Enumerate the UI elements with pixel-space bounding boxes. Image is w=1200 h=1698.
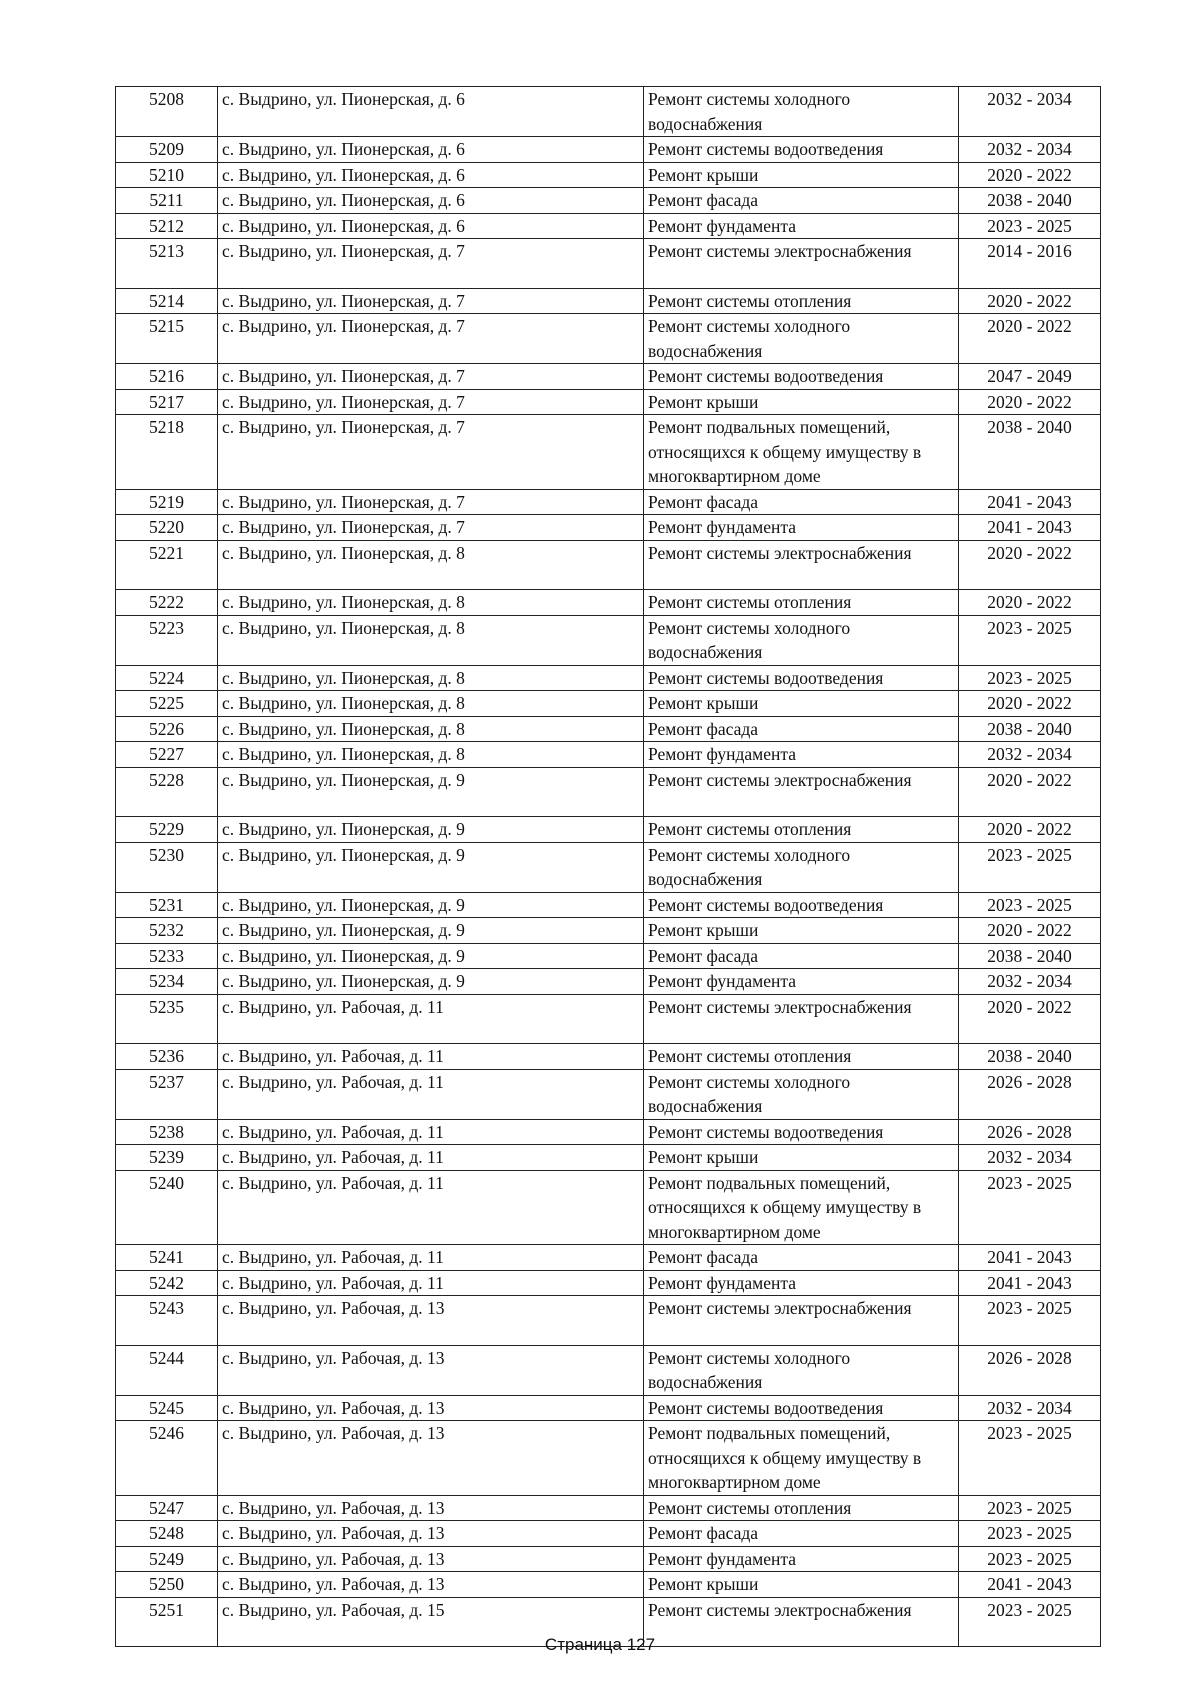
period-cell: 2023 - 2025	[959, 1170, 1101, 1245]
table-row	[116, 1119, 1101, 1145]
row-number-cell: 5242	[116, 1270, 218, 1296]
table-row	[116, 239, 1101, 289]
row-number-cell: 5236	[116, 1044, 218, 1070]
address-cell: с. Выдрино, ул. Рабочая, д. 11	[218, 1145, 644, 1171]
table-row	[116, 515, 1101, 541]
work-type-cell: Ремонт фундамента	[644, 515, 959, 541]
work-type-cell: Ремонт системы отопления	[644, 1044, 959, 1070]
period-cell: 2020 - 2022	[959, 590, 1101, 616]
row-number-cell: 5220	[116, 515, 218, 541]
row-number-cell: 5239	[116, 1145, 218, 1171]
row-number-cell: 5246	[116, 1421, 218, 1496]
row-number-cell: 5247	[116, 1495, 218, 1521]
row-number-cell: 5249	[116, 1546, 218, 1572]
address-cell: с. Выдрино, ул. Рабочая, д. 11	[218, 1170, 644, 1245]
table-row	[116, 767, 1101, 817]
period-cell: 2020 - 2022	[959, 994, 1101, 1044]
row-number-cell: 5238	[116, 1119, 218, 1145]
work-type-cell: Ремонт подвальных помещений, относящихся к общему имуществу в многоквартирном доме	[644, 1421, 959, 1496]
work-type-cell: Ремонт крыши	[644, 162, 959, 188]
address-cell: с. Выдрино, ул. Рабочая, д. 13	[218, 1495, 644, 1521]
address-cell: с. Выдрино, ул. Рабочая, д. 13	[218, 1296, 644, 1346]
period-cell: 2023 - 2025	[959, 1296, 1101, 1346]
period-cell: 2020 - 2022	[959, 767, 1101, 817]
row-number-cell: 5215	[116, 314, 218, 364]
table-row	[116, 1546, 1101, 1572]
period-cell: 2032 - 2034	[959, 1395, 1101, 1421]
period-cell: 2014 - 2016	[959, 239, 1101, 289]
table-row	[116, 842, 1101, 892]
work-type-cell: Ремонт системы водоотведения	[644, 1395, 959, 1421]
table-row	[116, 1495, 1101, 1521]
address-cell: с. Выдрино, ул. Пионерская, д. 7	[218, 415, 644, 490]
work-type-cell: Ремонт фундамента	[644, 1270, 959, 1296]
row-number-cell: 5209	[116, 137, 218, 163]
repair-schedule-table	[115, 86, 1101, 1647]
table-row	[116, 137, 1101, 163]
table-row	[116, 892, 1101, 918]
period-cell: 2026 - 2028	[959, 1119, 1101, 1145]
work-type-cell: Ремонт системы холодного водоснабжения	[644, 87, 959, 137]
work-type-cell: Ремонт системы отопления	[644, 288, 959, 314]
address-cell: с. Выдрино, ул. Пионерская, д. 7	[218, 314, 644, 364]
address-cell: с. Выдрино, ул. Рабочая, д. 15	[218, 1597, 644, 1647]
row-number-cell: 5214	[116, 288, 218, 314]
period-cell: 2038 - 2040	[959, 716, 1101, 742]
work-type-cell: Ремонт системы отопления	[644, 1495, 959, 1521]
work-type-cell: Ремонт крыши	[644, 1145, 959, 1171]
address-cell: с. Выдрино, ул. Рабочая, д. 11	[218, 1069, 644, 1119]
work-type-cell: Ремонт фундамента	[644, 742, 959, 768]
work-type-cell: Ремонт системы холодного водоснабжения	[644, 1069, 959, 1119]
table-row	[116, 288, 1101, 314]
period-cell: 2020 - 2022	[959, 162, 1101, 188]
address-cell: с. Выдрино, ул. Пионерская, д. 6	[218, 137, 644, 163]
table-row	[116, 87, 1101, 137]
period-cell: 2041 - 2043	[959, 1270, 1101, 1296]
period-cell: 2020 - 2022	[959, 691, 1101, 717]
work-type-cell: Ремонт системы водоотведения	[644, 892, 959, 918]
row-number-cell: 5248	[116, 1521, 218, 1547]
work-type-cell: Ремонт фасада	[644, 489, 959, 515]
table-row	[116, 1069, 1101, 1119]
work-type-cell: Ремонт крыши	[644, 918, 959, 944]
table-row	[116, 1395, 1101, 1421]
table-row	[116, 213, 1101, 239]
period-cell: 2032 - 2034	[959, 969, 1101, 995]
work-type-cell: Ремонт системы электроснабжения	[644, 767, 959, 817]
address-cell: с. Выдрино, ул. Рабочая, д. 11	[218, 994, 644, 1044]
address-cell: с. Выдрино, ул. Пионерская, д. 8	[218, 590, 644, 616]
work-type-cell: Ремонт фундамента	[644, 969, 959, 995]
row-number-cell: 5251	[116, 1597, 218, 1647]
work-type-cell: Ремонт системы холодного водоснабжения	[644, 314, 959, 364]
period-cell: 2026 - 2028	[959, 1345, 1101, 1395]
address-cell: с. Выдрино, ул. Рабочая, д. 11	[218, 1270, 644, 1296]
table-row	[116, 817, 1101, 843]
table-row	[116, 1296, 1101, 1346]
address-cell: с. Выдрино, ул. Пионерская, д. 7	[218, 515, 644, 541]
row-number-cell: 5223	[116, 615, 218, 665]
period-cell: 2038 - 2040	[959, 1044, 1101, 1070]
row-number-cell: 5210	[116, 162, 218, 188]
work-type-cell: Ремонт системы отопления	[644, 817, 959, 843]
table-body	[116, 87, 1101, 1647]
table-row	[116, 994, 1101, 1044]
table-row	[116, 1044, 1101, 1070]
table-row	[116, 1145, 1101, 1171]
table-row	[116, 615, 1101, 665]
address-cell: с. Выдрино, ул. Пионерская, д. 6	[218, 162, 644, 188]
row-number-cell: 5244	[116, 1345, 218, 1395]
period-cell: 2023 - 2025	[959, 665, 1101, 691]
address-cell: с. Выдрино, ул. Пионерская, д. 6	[218, 188, 644, 214]
address-cell: с. Выдрино, ул. Рабочая, д. 13	[218, 1546, 644, 1572]
period-cell: 2041 - 2043	[959, 515, 1101, 541]
address-cell: с. Выдрино, ул. Пионерская, д. 8	[218, 716, 644, 742]
row-number-cell: 5228	[116, 767, 218, 817]
period-cell: 2041 - 2043	[959, 1572, 1101, 1598]
work-type-cell: Ремонт системы отопления	[644, 590, 959, 616]
table-row	[116, 716, 1101, 742]
address-cell: с. Выдрино, ул. Пионерская, д. 6	[218, 213, 644, 239]
table-row	[116, 590, 1101, 616]
table-row	[116, 742, 1101, 768]
table-row	[116, 1345, 1101, 1395]
period-cell: 2032 - 2034	[959, 742, 1101, 768]
address-cell: с. Выдрино, ул. Рабочая, д. 13	[218, 1521, 644, 1547]
row-number-cell: 5211	[116, 188, 218, 214]
work-type-cell: Ремонт системы электроснабжения	[644, 994, 959, 1044]
row-number-cell: 5235	[116, 994, 218, 1044]
work-type-cell: Ремонт подвальных помещений, относящихся к общему имуществу в многоквартирном доме	[644, 1170, 959, 1245]
period-cell: 2038 - 2040	[959, 188, 1101, 214]
row-number-cell: 5221	[116, 540, 218, 590]
address-cell: с. Выдрино, ул. Пионерская, д. 9	[218, 943, 644, 969]
address-cell: с. Выдрино, ул. Пионерская, д. 9	[218, 842, 644, 892]
address-cell: с. Выдрино, ул. Рабочая, д. 13	[218, 1421, 644, 1496]
address-cell: с. Выдрино, ул. Рабочая, д. 11	[218, 1245, 644, 1271]
period-cell: 2023 - 2025	[959, 1546, 1101, 1572]
address-cell: с. Выдрино, ул. Пионерская, д. 9	[218, 817, 644, 843]
table-row	[116, 389, 1101, 415]
work-type-cell: Ремонт системы холодного водоснабжения	[644, 842, 959, 892]
table-row	[116, 1270, 1101, 1296]
table-row	[116, 691, 1101, 717]
work-type-cell: Ремонт фундамента	[644, 213, 959, 239]
table-row	[116, 1421, 1101, 1496]
work-type-cell: Ремонт системы электроснабжения	[644, 540, 959, 590]
address-cell: с. Выдрино, ул. Пионерская, д. 7	[218, 239, 644, 289]
work-type-cell: Ремонт фасада	[644, 1245, 959, 1271]
period-cell: 2023 - 2025	[959, 615, 1101, 665]
address-cell: с. Выдрино, ул. Пионерская, д. 7	[218, 389, 644, 415]
table-row	[116, 1521, 1101, 1547]
work-type-cell: Ремонт фасада	[644, 1521, 959, 1547]
address-cell: с. Выдрино, ул. Пионерская, д. 6	[218, 87, 644, 137]
row-number-cell: 5237	[116, 1069, 218, 1119]
period-cell: 2023 - 2025	[959, 892, 1101, 918]
row-number-cell: 5225	[116, 691, 218, 717]
work-type-cell: Ремонт системы электроснабжения	[644, 1296, 959, 1346]
table-row	[116, 364, 1101, 390]
row-number-cell: 5224	[116, 665, 218, 691]
row-number-cell: 5240	[116, 1170, 218, 1245]
row-number-cell: 5212	[116, 213, 218, 239]
row-number-cell: 5229	[116, 817, 218, 843]
period-cell: 2020 - 2022	[959, 918, 1101, 944]
period-cell: 2020 - 2022	[959, 288, 1101, 314]
row-number-cell: 5208	[116, 87, 218, 137]
work-type-cell: Ремонт крыши	[644, 389, 959, 415]
address-cell: с. Выдрино, ул. Пионерская, д. 9	[218, 969, 644, 995]
work-type-cell: Ремонт системы водоотведения	[644, 137, 959, 163]
row-number-cell: 5243	[116, 1296, 218, 1346]
table-row	[116, 188, 1101, 214]
period-cell: 2032 - 2034	[959, 1145, 1101, 1171]
work-type-cell: Ремонт фундамента	[644, 1546, 959, 1572]
table-row	[116, 489, 1101, 515]
row-number-cell: 5216	[116, 364, 218, 390]
work-type-cell: Ремонт системы холодного водоснабжения	[644, 615, 959, 665]
period-cell: 2047 - 2049	[959, 364, 1101, 390]
address-cell: с. Выдрино, ул. Рабочая, д. 13	[218, 1395, 644, 1421]
address-cell: с. Выдрино, ул. Пионерская, д. 9	[218, 767, 644, 817]
period-cell: 2023 - 2025	[959, 213, 1101, 239]
work-type-cell: Ремонт фасада	[644, 716, 959, 742]
address-cell: с. Выдрино, ул. Пионерская, д. 8	[218, 540, 644, 590]
table-row	[116, 1245, 1101, 1271]
period-cell: 2023 - 2025	[959, 842, 1101, 892]
address-cell: с. Выдрино, ул. Пионерская, д. 7	[218, 288, 644, 314]
table-row	[116, 943, 1101, 969]
period-cell: 2023 - 2025	[959, 1421, 1101, 1496]
period-cell: 2023 - 2025	[959, 1495, 1101, 1521]
work-type-cell: Ремонт подвальных помещений, относящихся к общему имуществу в многоквартирном доме	[644, 415, 959, 490]
row-number-cell: 5233	[116, 943, 218, 969]
work-type-cell: Ремонт крыши	[644, 691, 959, 717]
table-row	[116, 1170, 1101, 1245]
row-number-cell: 5217	[116, 389, 218, 415]
row-number-cell: 5230	[116, 842, 218, 892]
period-cell: 2023 - 2025	[959, 1521, 1101, 1547]
address-cell: с. Выдрино, ул. Рабочая, д. 13	[218, 1572, 644, 1598]
address-cell: с. Выдрино, ул. Пионерская, д. 7	[218, 364, 644, 390]
row-number-cell: 5222	[116, 590, 218, 616]
work-type-cell: Ремонт фасада	[644, 943, 959, 969]
address-cell: с. Выдрино, ул. Пионерская, д. 7	[218, 489, 644, 515]
table-row	[116, 665, 1101, 691]
table-row	[116, 1572, 1101, 1598]
row-number-cell: 5218	[116, 415, 218, 490]
row-number-cell: 5232	[116, 918, 218, 944]
work-type-cell: Ремонт системы электроснабжения	[644, 1597, 959, 1647]
table-row	[116, 969, 1101, 995]
period-cell: 2020 - 2022	[959, 817, 1101, 843]
period-cell: 2041 - 2043	[959, 489, 1101, 515]
work-type-cell: Ремонт системы электроснабжения	[644, 239, 959, 289]
row-number-cell: 5219	[116, 489, 218, 515]
period-cell: 2041 - 2043	[959, 1245, 1101, 1271]
address-cell: с. Выдрино, ул. Рабочая, д. 13	[218, 1345, 644, 1395]
period-cell: 2038 - 2040	[959, 415, 1101, 490]
work-type-cell: Ремонт крыши	[644, 1572, 959, 1598]
row-number-cell: 5213	[116, 239, 218, 289]
address-cell: с. Выдрино, ул. Пионерская, д. 8	[218, 665, 644, 691]
period-cell: 2026 - 2028	[959, 1069, 1101, 1119]
work-type-cell: Ремонт фасада	[644, 188, 959, 214]
address-cell: с. Выдрино, ул. Пионерская, д. 8	[218, 615, 644, 665]
period-cell: 2038 - 2040	[959, 943, 1101, 969]
row-number-cell: 5245	[116, 1395, 218, 1421]
work-type-cell: Ремонт системы водоотведения	[644, 665, 959, 691]
row-number-cell: 5234	[116, 969, 218, 995]
period-cell: 2020 - 2022	[959, 540, 1101, 590]
address-cell: с. Выдрино, ул. Рабочая, д. 11	[218, 1044, 644, 1070]
table-row	[116, 540, 1101, 590]
row-number-cell: 5241	[116, 1245, 218, 1271]
table-row	[116, 415, 1101, 490]
period-cell: 2032 - 2034	[959, 87, 1101, 137]
work-type-cell: Ремонт системы водоотведения	[644, 364, 959, 390]
period-cell: 2020 - 2022	[959, 314, 1101, 364]
address-cell: с. Выдрино, ул. Пионерская, д. 9	[218, 892, 644, 918]
table-row	[116, 314, 1101, 364]
row-number-cell: 5250	[116, 1572, 218, 1598]
table-row	[116, 162, 1101, 188]
page-number: Страница 127	[544, 1635, 656, 1654]
address-cell: с. Выдрино, ул. Пионерская, д. 8	[218, 742, 644, 768]
table-row	[116, 918, 1101, 944]
work-type-cell: Ремонт системы холодного водоснабжения	[644, 1345, 959, 1395]
row-number-cell: 5227	[116, 742, 218, 768]
address-cell: с. Выдрино, ул. Пионерская, д. 8	[218, 691, 644, 717]
period-cell: 2020 - 2022	[959, 389, 1101, 415]
row-number-cell: 5226	[116, 716, 218, 742]
period-cell: 2023 - 2025	[959, 1597, 1101, 1647]
row-number-cell: 5231	[116, 892, 218, 918]
address-cell: с. Выдрино, ул. Пионерская, д. 9	[218, 918, 644, 944]
address-cell: с. Выдрино, ул. Рабочая, д. 11	[218, 1119, 644, 1145]
period-cell: 2032 - 2034	[959, 137, 1101, 163]
work-type-cell: Ремонт системы водоотведения	[644, 1119, 959, 1145]
